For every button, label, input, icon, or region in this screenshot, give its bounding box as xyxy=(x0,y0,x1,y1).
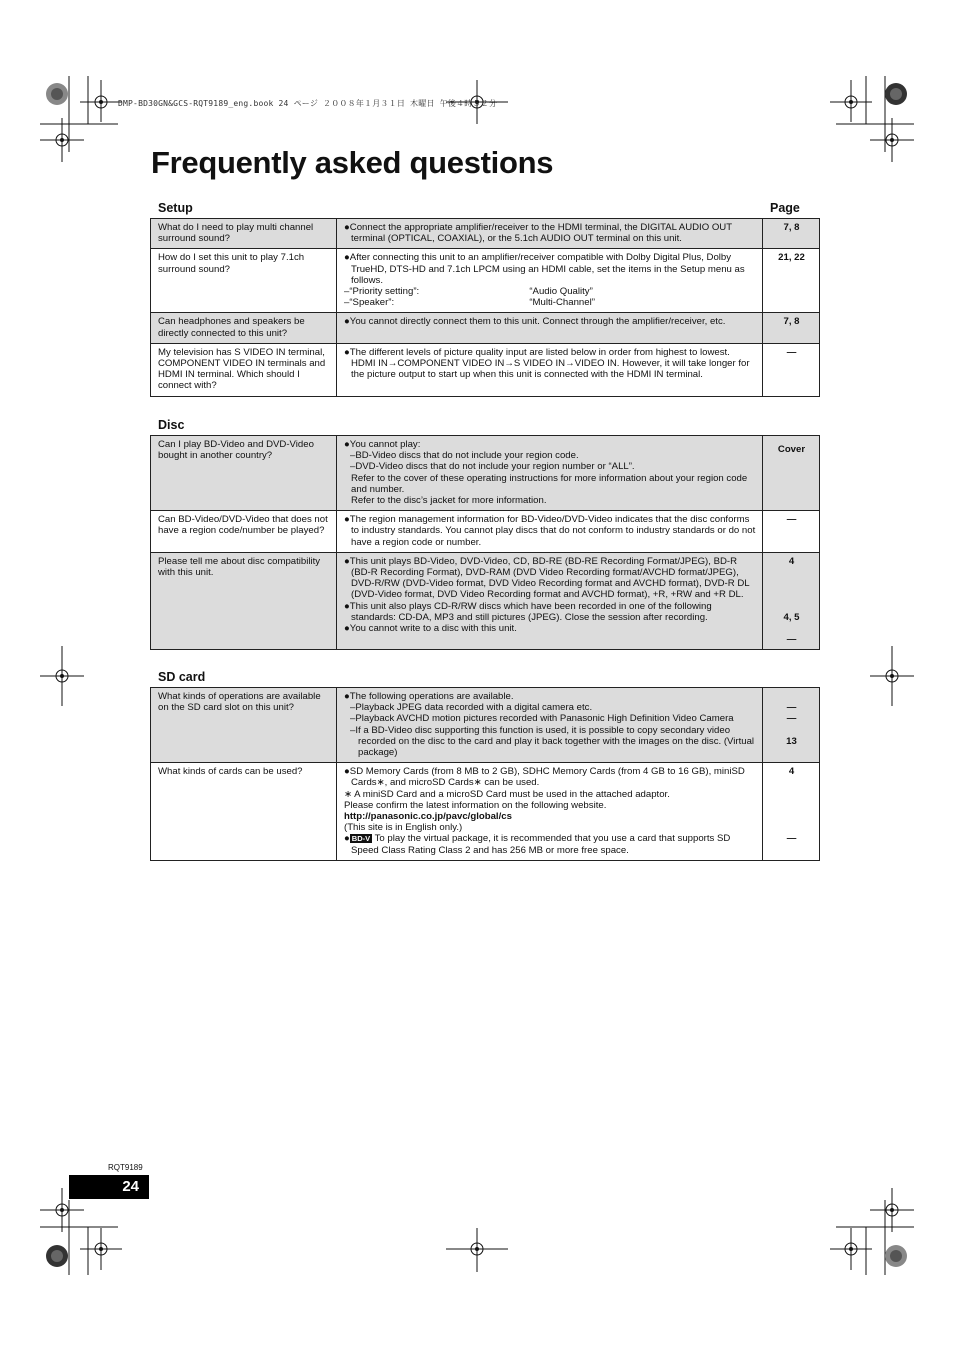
footnote: ∗ A miniSD Card and a microSD Card must be used in the attached adaptor. xyxy=(344,788,670,800)
question-cell: Please tell me about disc compatibility with this unit. xyxy=(151,552,337,650)
table-row xyxy=(151,688,820,763)
question-cell: My television has S VIDEO IN terminal, COMPONENT VIDEO IN terminals and HDMI IN terminal. Which should I connect with? xyxy=(151,343,337,396)
sd-card-table xyxy=(150,687,820,861)
table-row xyxy=(151,552,820,650)
answer-cell: ●After connecting this unit to an amplifier/receiver compatible with Dolby Digital Plus, Dolby TrueHD, DTS-HD and 7.1ch LPCM using an HDMI cable, set the items in the Setup menu as follows. –“Priority setting”: “Audio Quality” –“Speaker”: “Multi-Channel” xyxy=(337,249,763,313)
running-header: DMP-BD30GN&GCS-RQT9189_eng.book 24 ページ ２００８年１月３１日 木曜日 午後４時５２分 xyxy=(118,99,498,108)
section-label-sd-card: SD card xyxy=(158,670,206,684)
question-cell: How do I set this unit to play 7.1ch surround sound? xyxy=(151,249,337,313)
bd-v-badge-icon: BD-V xyxy=(351,834,371,844)
page-title: Frequently asked questions xyxy=(151,145,554,180)
page-ref: Cover xyxy=(763,436,820,511)
page-ref: — xyxy=(763,511,820,553)
table-row xyxy=(151,436,820,511)
setup-table xyxy=(150,218,820,397)
page-ref: 21, 22 xyxy=(763,249,820,313)
question-cell: Can headphones and speakers be directly connected to this unit? xyxy=(151,313,337,343)
table-row xyxy=(151,249,820,313)
page-number: 24 xyxy=(69,1175,149,1199)
answer-cell: ●You cannot directly connect them to this unit. Connect through the amplifier/receiver, etc. xyxy=(337,313,763,343)
page-ref: 7, 8 xyxy=(763,313,820,343)
table-row xyxy=(151,763,820,861)
answer-cell: ●SD Memory Cards (from 8 MB to 2 GB), SDHC Memory Cards (from 4 GB to 16 GB), miniSD Cards∗, and microSD Cards∗ can be used. ∗ A miniSD Card and a microSD Card must be used in the attached adaptor. Please confirm the latest information on the following website. http://panasonic.co.jp/pavc/global/cs (This site is in English only.) ● BD-V To play the virtual package, it is recommended that you use a card that supports SD Speed Class Rating Class 2 and has 256 MB or more free space. xyxy=(337,763,763,861)
document-code: RQT9189 xyxy=(108,1163,143,1172)
table-row xyxy=(151,511,820,553)
answer-cell: ●This unit plays BD-Video, DVD-Video, CD, BD-RE (BD-RE Recording Format/JPEG), BD-R (BD-R Recording Format), DVD-RAM (DVD Video Recording format/AVCHD format/JPEG), DVD-R/RW (DVD-Video format, DVD Video Recording format and AVCHD format), DVD-R DL (DVD-Video format, DVD Video Recording format and AVCHD format), +R, +RW and +R DL. ●This unit also plays CD-R/RW discs which have been recorded in one of the following standards: CD-DA, MP3 and still pictures (JPEG). Close the session after recording. ●You cannot write to a disc with this unit. xyxy=(337,552,763,650)
disc-table xyxy=(150,435,820,650)
question-cell: What do I need to play multi channel surround sound? xyxy=(151,219,337,249)
section-label-setup: Setup xyxy=(158,201,193,215)
question-cell: Can I play BD-Video and DVD-Video bought in another country? xyxy=(151,436,337,511)
table-row xyxy=(151,219,820,249)
table-row xyxy=(151,313,820,343)
question-cell: What kinds of operations are available on the SD card slot on this unit? xyxy=(151,688,337,763)
answer-cell: ●The different levels of picture quality input are listed below in order from highest to lowest. HDMI IN→COMPONENT VIDEO IN→S VIDEO IN→VIDEO IN. However, it will take longer for the picture output to start up when this unit is connected with the HDMI IN terminal. xyxy=(337,343,763,396)
page-ref: 4 — xyxy=(763,763,820,861)
question-cell: What kinds of cards can be used? xyxy=(151,763,337,861)
answer-cell: ●The region management information for BD-Video/DVD-Video indicates that the disc conforms to industry standards. You cannot play discs that do not conform to industry standards or do not have a region code or number. xyxy=(337,511,763,553)
setting-line: –“Priority setting”: “Audio Quality” xyxy=(344,286,593,298)
page-column-label: Page xyxy=(770,201,800,215)
page-ref: — — 13 xyxy=(763,688,820,763)
support-url[interactable]: http://panasonic.co.jp/pavc/global/cs xyxy=(344,811,512,823)
setting-line: –“Speaker”: “Multi-Channel” xyxy=(344,297,595,309)
answer-cell: ●Connect the appropriate amplifier/receiver to the HDMI terminal, the DIGITAL AUDIO OUT terminal (OPTICAL, COAXIAL), or the 5.1ch AUDIO OUT terminal on this unit. xyxy=(337,219,763,249)
page-ref: — xyxy=(763,343,820,396)
table-row xyxy=(151,343,820,396)
answer-cell: ●The following operations are available. –Playback JPEG data recorded with a digital camera etc. –Playback AVCHD motion pictures recorded with Panasonic High Definition Video Camera –If a BD-Video disc supporting this function is used, it is possible to copy secondary video recorded on the disc to the card and play it back together with the images on the disc. (Virtual package) xyxy=(337,688,763,763)
page-ref: 4 4, 5 — xyxy=(763,552,820,650)
page-ref: 7, 8 xyxy=(763,219,820,249)
section-label-disc: Disc xyxy=(158,418,185,432)
question-cell: Can BD-Video/DVD-Video that does not have a region code/number be played? xyxy=(151,511,337,553)
answer-cell: ●You cannot play: –BD-Video discs that do not include your region code. –DVD-Video discs that do not include your region number or “ALL”. Refer to the cover of these operating instructions for more information about your region code and number. Refer to the disc’s jacket for more information. xyxy=(337,436,763,511)
